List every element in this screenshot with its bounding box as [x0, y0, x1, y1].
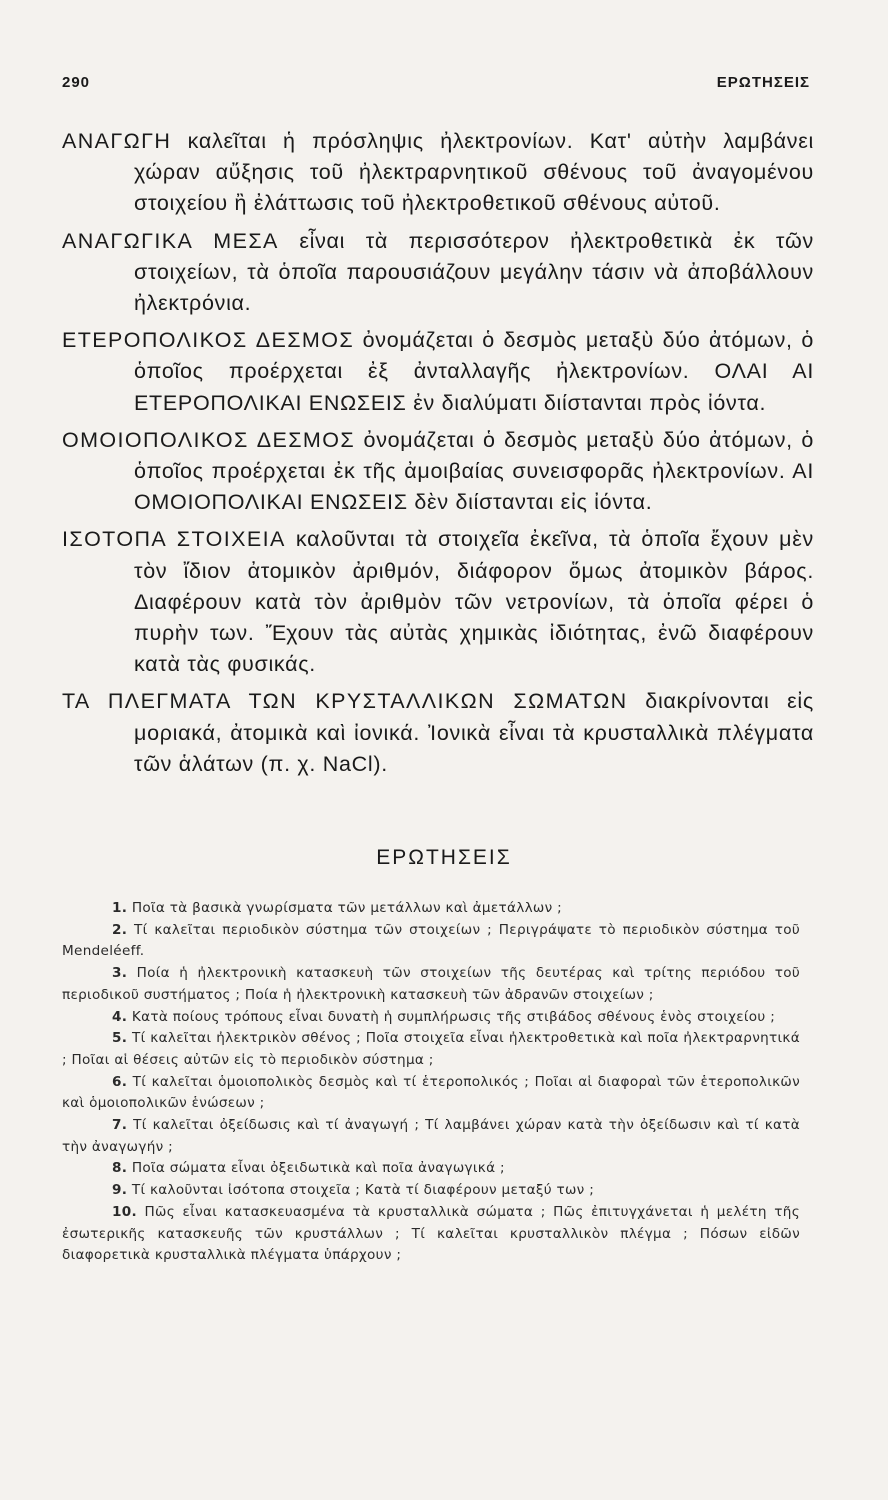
definition-item	[62, 325, 814, 419]
section-title: ΕΡΩΤΗΣΕΙΣ	[376, 846, 512, 869]
question-text: Τί καλεῖται ἠλεκτρικὸν σθένος ; Ποῖα στοιχεῖα εἶναι ἠλεκτροθετικὰ καὶ ποῖα ἠλεκτραρνητικά ; Ποῖαι αἱ θέσεις αὐτῶν εἰς τὸ περιοδικὸν σύστημα ;	[62, 1030, 800, 1068]
page-number: 290	[62, 74, 91, 91]
question-number: 7.	[112, 1117, 128, 1134]
definition-item	[62, 686, 814, 780]
question-number: 2.	[112, 921, 128, 938]
question-text: Τί καλοῦνται ἰσότοπα στοιχεῖα ; Κατὰ τί διαφέρουν μεταξύ των ;	[131, 1182, 595, 1199]
question-number: 9.	[112, 1182, 128, 1199]
question-text: Ποῖα σώματα εἶναι ὀξειδωτικὰ καὶ ποῖα ἀναγωγικά ;	[131, 1160, 505, 1177]
question-number: 5.	[112, 1030, 128, 1047]
definitions-list	[62, 126, 814, 786]
question-text: Κατὰ ποίους τρόπους εἶναι δυνατὴ ἡ συμπλήρωσις τῆς στιβάδος σθένους ἑνὸς στοιχείου ;	[131, 1008, 776, 1025]
question-item	[62, 1180, 800, 1202]
question-number: 6.	[112, 1073, 128, 1090]
question-item	[62, 1202, 800, 1267]
question-item	[62, 1072, 800, 1115]
question-item	[62, 1158, 800, 1180]
definition-text: ὀνομάζεται ὁ δεσμὸς μεταξὺ δύο ἀτόμων, ὁ ὁποῖος προέρχεται ἐξ ἀνταλλαγῆς ἠλεκτρονίων. ΟΛΑΙ ΑΙ ΕΤΕΡΟΠΟΛΙΚΑΙ ΕΝΩΣΕΙΣ ἐν διαλύματι διίστανται πρὸς ἰόντα.	[134, 328, 814, 415]
question-text: Ποῖα τὰ βασικὰ γνωρίσματα τῶν μετάλλων καὶ ἀμετάλλων ;	[131, 900, 563, 916]
question-number: 10.	[112, 1203, 137, 1220]
definition-item	[62, 425, 814, 519]
definition-term: ΤΑ ΠΛΕΓΜΑΤΑ ΤΩΝ ΚΡΥΣΤΑΛΛΙΚΩΝ ΣΩΜΑΤΩΝ	[62, 689, 628, 714]
page-header	[62, 74, 810, 91]
definition-text: καλοῦνται τὰ στοιχεῖα ἐκεῖνα, τὰ ὁποῖα ἔχουν μὲν τὸν ἴδιον ἀτομικὸν ἀριθμόν, διάφορον ὅμως ἀτομικὸν βάρος. Διαφέρουν κατὰ τὸν ἀριθμὸν τῶν νετρονίων, τὰ ὁποῖα φέρει ὁ πυρὴν των. Ἔχουν τὰς αὐτὰς χημικὰς ἰδιότητας, ἐνῶ διαφέρουν κατὰ τὰς φυσικάς.	[134, 527, 814, 677]
definition-term: ΕΤΕΡΟΠΟΛΙΚΟΣ ΔΕΣΜΟΣ	[62, 328, 355, 353]
question-text: Τί καλεῖται ὁμοιοπολικὸς δεσμὸς καὶ τί ἑτεροπολικός ; Ποῖαι αἱ διαφοραὶ τῶν ἑτεροπολικῶν καὶ ὁμοιοπολικῶν ἑνώσεων ;	[62, 1073, 801, 1112]
definition-term: ΑΝΑΓΩΓΙΚΑ ΜΕΣΑ	[62, 228, 279, 253]
definition-term: ΟΜΟΙΟΠΟΛΙΚΟΣ ΔΕΣΜΟΣ	[62, 427, 356, 452]
definition-term: ΑΝΑΓΩΓΗ	[62, 129, 172, 153]
question-text: Τί καλεῖται ὀξείδωσις καὶ τί ἀναγωγή ; Τί λαμβάνει χώραν κατὰ τὴν ὀξείδωσιν καὶ τί κατὰ τὴν ἀναγωγήν ;	[62, 1117, 801, 1155]
questions-list	[62, 898, 800, 1267]
question-item	[62, 1115, 800, 1158]
question-number: 8.	[112, 1160, 128, 1177]
question-number: 1.	[112, 900, 128, 916]
definition-text: εἶναι τὰ περισσότερον ἠλεκτροθετικὰ ἐκ τῶν στοιχείων, τὰ ὁποῖα παρουσιάζουν μεγάλην τάσιν νὰ ἀποβάλλουν ἠλεκτρόνια.	[134, 228, 814, 316]
question-number: 4.	[112, 1008, 128, 1025]
question-item	[62, 898, 800, 920]
question-number: 3.	[112, 965, 128, 982]
question-item	[62, 920, 800, 963]
question-text: Τί καλεῖται περιοδικὸν σύστημα τῶν στοιχείων ; Περιγράψατε τὸ περιοδικὸν σύστημα τοῦ Mendeléeff.	[62, 921, 801, 960]
definition-text: διακρίνονται εἰς μοριακά, ἀτομικὰ καὶ ἰονικά. Ἰονικὰ εἶναι τὰ κρυσταλλικὰ πλέγματα τῶν ἁλάτων (π. χ. NaCl).	[134, 689, 814, 776]
question-item	[62, 963, 800, 1006]
question-text: Ποία ἡ ἠλεκτρονικὴ κατασκευὴ τῶν στοιχείων τῆς δευτέρας καὶ τρίτης περιόδου τοῦ περιοδικοῦ συστήματος ; Ποία ἡ ἠλεκτρονικὴ κατασκευὴ τῶν ἀδρανῶν στοιχείων ;	[62, 965, 801, 1003]
definition-text: ὀνομάζεται ὁ δεσμὸς μεταξὺ δύο ἀτόμων, ὁ ὁποῖος προέρχεται ἐκ τῆς ἀμοιβαίας συνεισφορᾶς ἠλεκτρονίων. ΑΙ ΟΜΟΙΟΠΟΛΙΚΑΙ ΕΝΩΣΕΙΣ δὲν διίστανται εἰς ἰόντα.	[134, 427, 814, 515]
definition-item	[62, 226, 814, 320]
definition-text: καλεῖται ἡ πρόσληψις ἠλεκτρονίων. Κατ' αὐτὴν λαμβάνει χώραν αὔξησις τοῦ ἠλεκτραρνητικοῦ σθένους τοῦ ἀναγομένου στοιχείου ἢ ἐλάττωσις τοῦ ἠλεκτροθετικοῦ σθένους αὐτοῦ.	[134, 129, 814, 216]
question-item	[62, 1007, 800, 1029]
question-text: Πῶς εἶναι κατασκευασμένα τὰ κρυσταλλικὰ σώματα ; Πῶς ἐπιτυγχάνεται ἡ μελέτη τῆς ἐσωτερικῆς κατασκευῆς τῶν κρυστάλλων ; Τί καλεῖται κρυσταλλικὸν πλέγμα ; Πόσων εἰδῶν διαφορετικὰ κρυσταλλικὰ πλέγματα ὑπάρχουν ;	[62, 1203, 800, 1264]
definition-item	[62, 126, 814, 220]
definition-term: ΙΣΟΤΟΠΑ ΣΤΟΙΧΕΙΑ	[62, 527, 286, 552]
running-title: ΕΡΩΤΗΣΕΙΣ	[716, 74, 810, 91]
question-item	[62, 1028, 800, 1071]
definition-item	[62, 524, 814, 680]
